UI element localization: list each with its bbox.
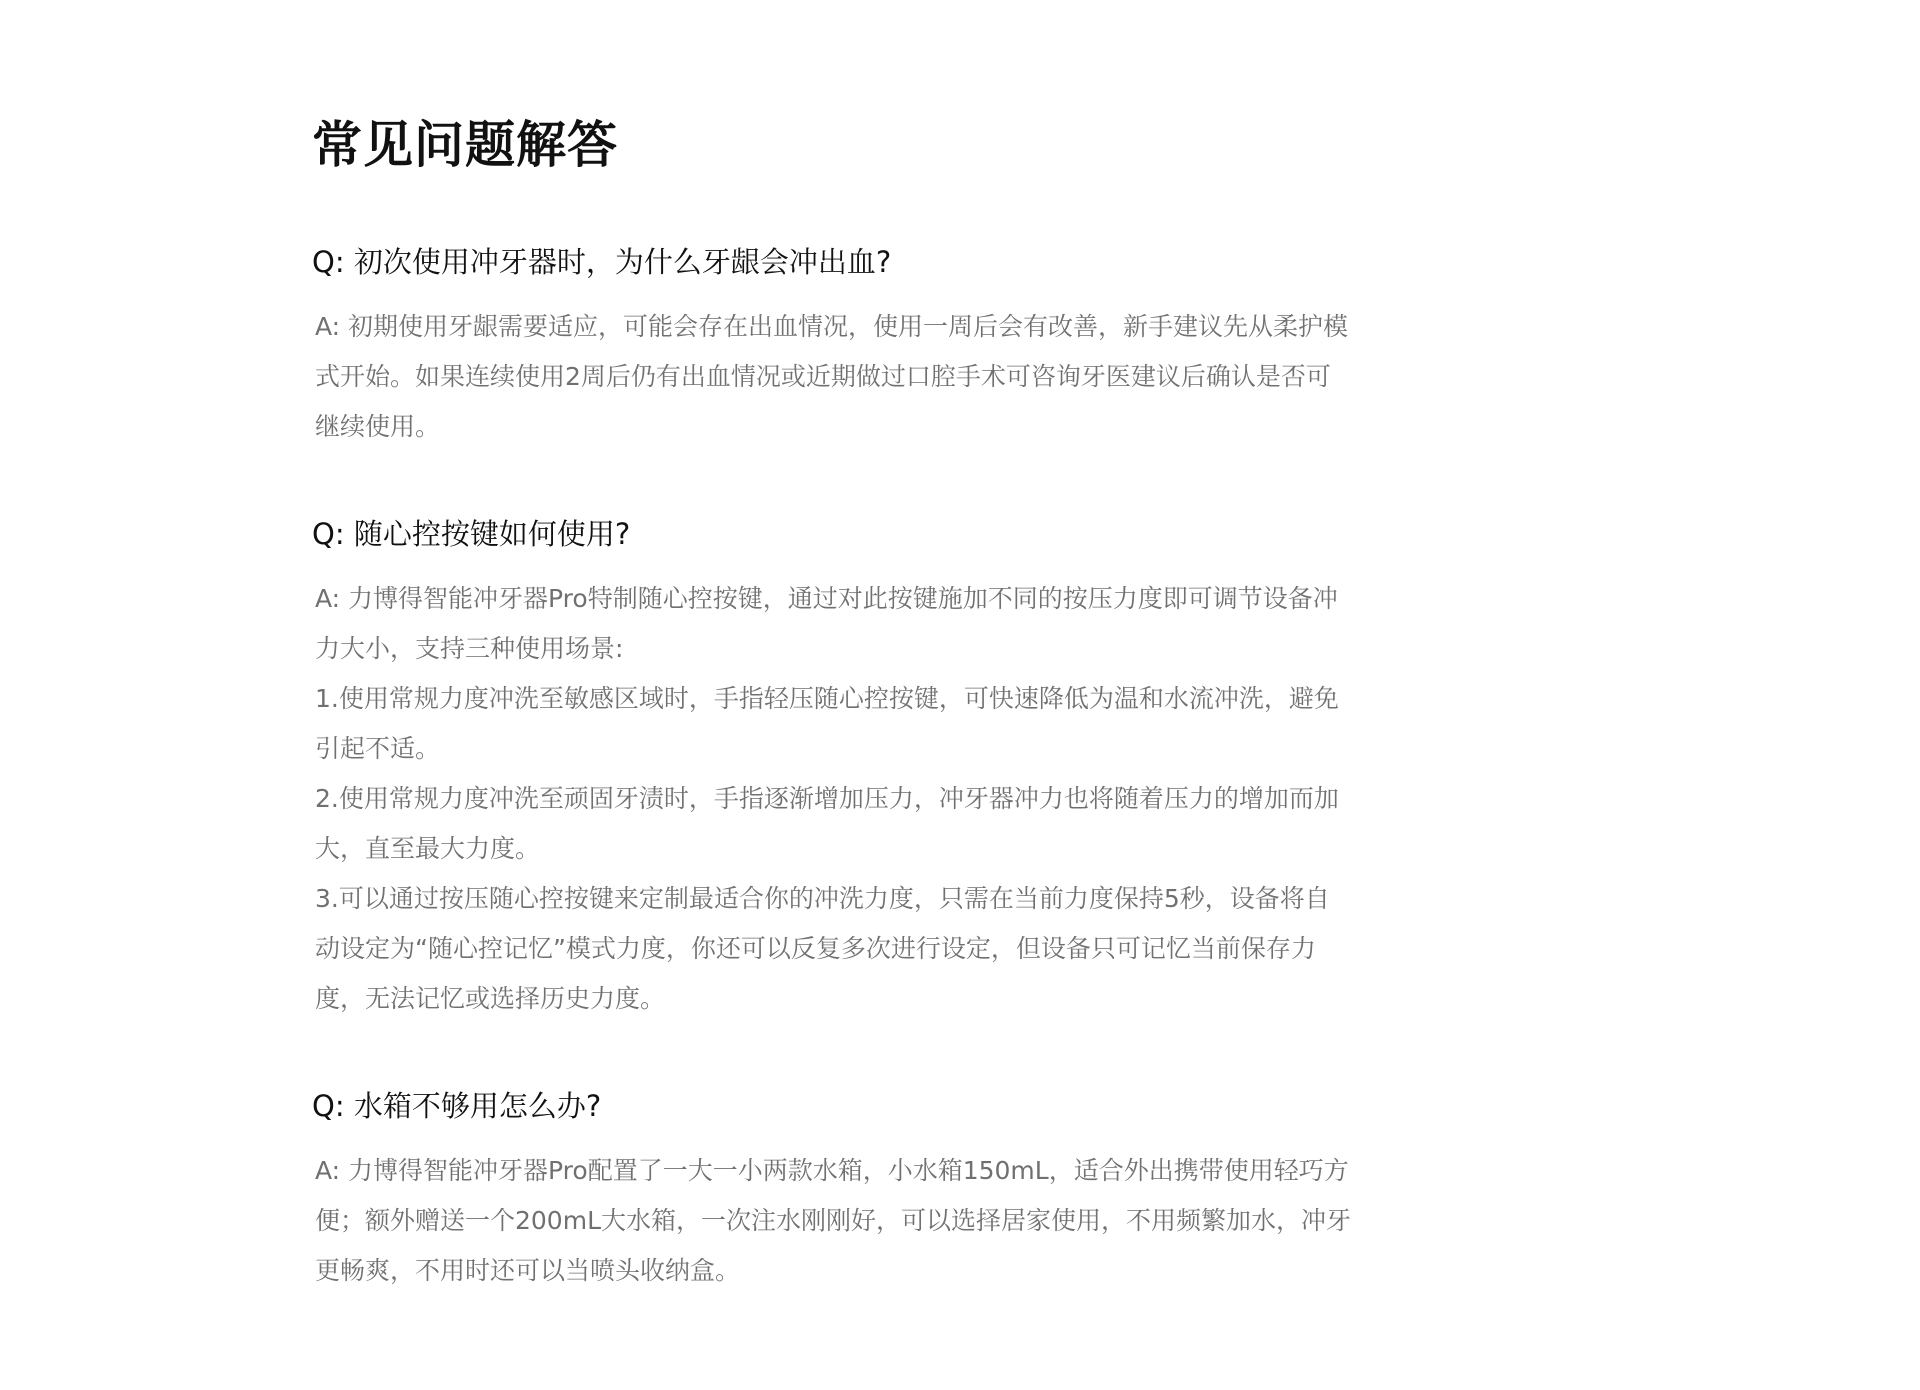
faq-item-control-button <box>312 514 1352 1024</box>
faq-answer <box>312 1146 1352 1296</box>
faq-question: Q: 初次使用冲牙器时，为什么牙龈会冲出血? <box>312 245 892 279</box>
faq-question: Q: 随心控按键如何使用? <box>312 517 631 551</box>
faq-item-bleeding <box>312 242 1352 452</box>
faq-question: Q: 水箱不够用怎么办? <box>312 1089 602 1123</box>
faq-answer <box>312 574 1352 1024</box>
faq-answer-paragraph: 1.使用常规力度冲洗至敏感区域时，手指轻压随心控按键，可快速降低为温和水流冲洗，避免引起不适。 <box>315 684 1339 763</box>
faq-section <box>312 100 1352 1296</box>
faq-answer-paragraph: A: 初期使用牙龈需要适应，可能会存在出血情况，使用一周后会有改善，新手建议先从柔护模式开始。如果连续使用2周后仍有出血情况或近期做过口腔手术可咨询牙医建议后确认是否可继续使用。 <box>315 312 1349 441</box>
faq-item-water-tank <box>312 1086 1352 1296</box>
faq-answer-paragraph: A: 力博得智能冲牙器Pro配置了一大一小两款水箱，小水箱150mL，适合外出携带使用轻巧方便；额外赠送一个200mL大水箱，一次注水刚刚好，可以选择居家使用，不用频繁加水，冲牙更畅爽，不用时还可以当喷头收纳盒。 <box>315 1156 1352 1285</box>
faq-answer-paragraph: 3.可以通过按压随心控按键来定制最适合你的冲洗力度，只需在当前力度保持5秒，设备将自动设定为“随心控记忆”模式力度，你还可以反复多次进行设定，但设备只可记忆当前保存力度，无法记忆或选择历史力度。 <box>315 884 1330 1013</box>
faq-answer-paragraph: A: 力博得智能冲牙器Pro特制随心控按键，通过对此按键施加不同的按压力度即可调节设备冲力大小，支持三种使用场景: <box>315 584 1338 663</box>
page-title: 常见问题解答 <box>312 116 618 174</box>
faq-answer <box>312 302 1352 452</box>
faq-answer-paragraph: 2.使用常规力度冲洗至顽固牙渍时，手指逐渐增加压力，冲牙器冲力也将随着压力的增加而加大，直至最大力度。 <box>315 784 1339 863</box>
